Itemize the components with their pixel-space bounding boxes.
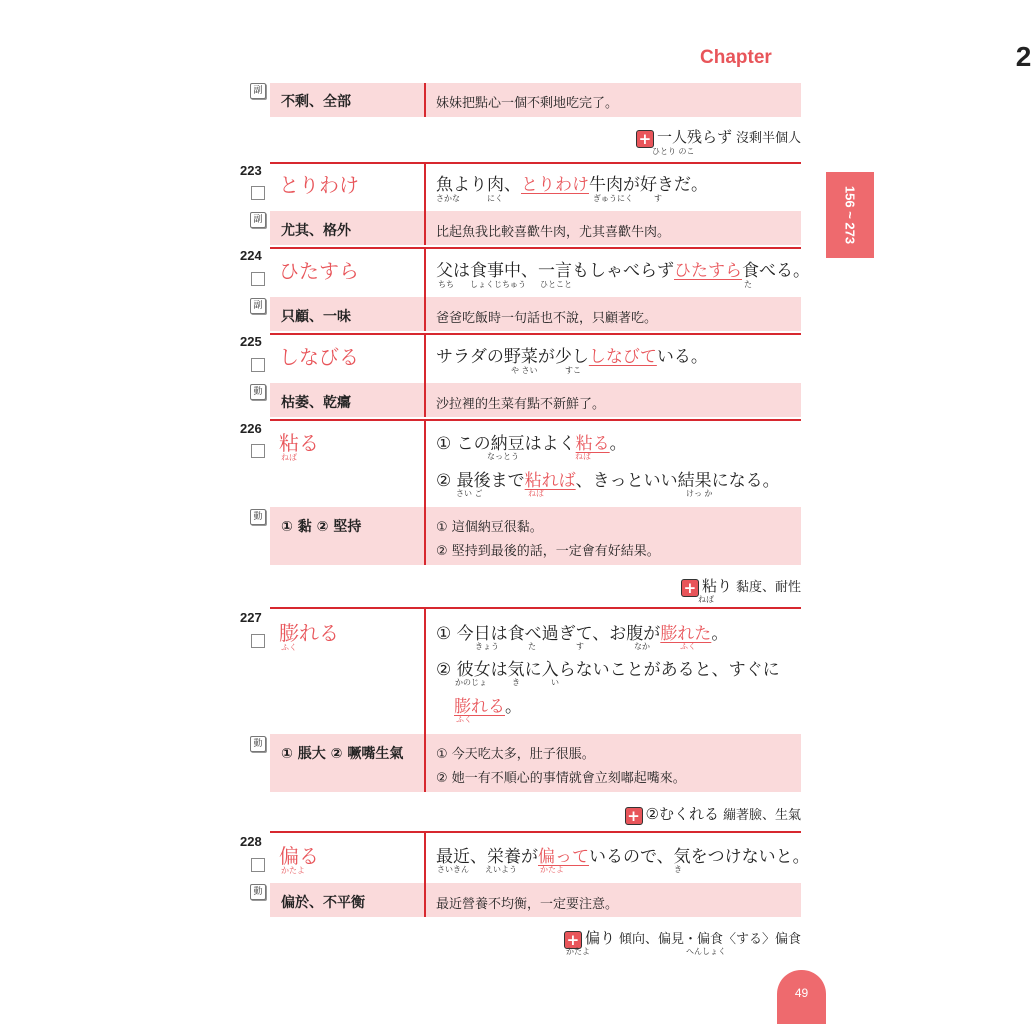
furigana: た [744, 280, 752, 289]
furigana: かたよ [540, 865, 564, 874]
furigana: なか [634, 642, 650, 651]
plus-icon: + [625, 807, 643, 825]
furigana: へんしょく [686, 947, 726, 956]
divider [424, 247, 426, 297]
headword-furigana: ねば [281, 453, 297, 462]
checkbox[interactable] [251, 272, 265, 286]
furigana: えいよう [485, 865, 517, 874]
plus-icon: + [636, 130, 654, 148]
example-sentence: 父は食事中、一言もしゃべらずひたすら食べる。 [436, 261, 810, 281]
entry-meaning: 偏於、不平衡 [281, 895, 365, 911]
pos-verb-icon: 動 [250, 509, 266, 525]
example-sentence: サラダの野菜が少ししなびている。 [436, 347, 708, 367]
furigana: ちち [438, 280, 454, 289]
headword-furigana: かたよ [281, 866, 305, 875]
divider [424, 297, 426, 331]
headword: ひたすら [279, 259, 359, 283]
example-sentence: 最近、栄養が偏っているので、気をつけないと。 [436, 847, 810, 867]
pos-verb-icon: 動 [250, 736, 266, 752]
pos-verb-icon: 動 [250, 884, 266, 900]
example-sentence-1: ① この納豆はよく粘る。 [436, 434, 627, 454]
pos-adverb-icon: 副 [250, 212, 266, 228]
furigana: ひとこと [540, 280, 572, 289]
divider [424, 162, 426, 211]
furigana: き [512, 678, 520, 687]
example-translation: 爸爸吃飯時一句話也不說，只顧著吃。 [436, 311, 658, 326]
checkbox[interactable] [251, 358, 265, 372]
example-translation-2: ② 堅持到最後的話，一定會有好結果。 [436, 544, 660, 559]
entry-meaning: ① 脹大 ② 噘嘴生氣 [281, 746, 404, 762]
example-sentence-2-cont: 膨れる。 [454, 697, 522, 717]
furigana: た [528, 642, 536, 651]
entry-number: 224 [240, 248, 262, 263]
range-tab: 156 ~ 273 [826, 172, 874, 258]
entry-number: 226 [240, 421, 262, 436]
furigana: けっ か [686, 489, 713, 498]
divider [424, 83, 426, 117]
furigana: かたよ [566, 947, 590, 956]
checkbox[interactable] [251, 858, 265, 872]
example-translation: 最近營養不均衡，一定要注意。 [436, 897, 619, 912]
furigana: さい ご [456, 489, 483, 498]
related-word: + ②むくれる 繃著臉、生氣 [625, 803, 801, 825]
furigana: にく [487, 194, 503, 203]
chapter-title: Chapter 2 [700, 41, 1031, 72]
entry-meaning: 只顧、一味 [281, 309, 351, 325]
divider [424, 507, 426, 565]
furigana: かのじょ [455, 678, 487, 687]
divider [424, 883, 426, 917]
pos-verb-icon: 動 [250, 384, 266, 400]
furigana: ねば [698, 595, 714, 604]
furigana: ふく [456, 715, 472, 724]
divider [424, 333, 426, 383]
furigana: や さい [511, 366, 538, 375]
furigana: ねば [528, 489, 544, 498]
example-translation: 沙拉裡的生菜有點不新鮮了。 [436, 397, 606, 412]
divider [424, 607, 426, 734]
entry-separator [270, 333, 801, 335]
example-translation-2: ② 她一有不順心的事情就會立刻嘟起嘴來。 [436, 771, 686, 786]
example-translation-1: ① 今天吃太多，肚子很脹。 [436, 747, 595, 762]
entry-separator [270, 831, 801, 833]
example-translation: 妹妹把點心一個不剩地吃完了。 [436, 96, 619, 111]
headword: 偏る [279, 844, 319, 868]
furigana: さいきん [437, 865, 469, 874]
furigana: ふく [680, 642, 696, 651]
related-word: + 粘り 黏度、耐性 [681, 575, 801, 597]
checkbox[interactable] [251, 634, 265, 648]
furigana: ねば [575, 452, 591, 461]
divider [424, 211, 426, 245]
entry-meaning: 不剩、全部 [281, 94, 351, 110]
headword: とりわけ [279, 173, 359, 197]
plus-icon: + [564, 931, 582, 949]
furigana: きょう [475, 642, 499, 651]
checkbox[interactable] [251, 186, 265, 200]
example-sentence-1: ① 今日は食べ過ぎて、お腹が膨れた。 [436, 624, 729, 644]
furigana: き [674, 865, 682, 874]
furigana: すこ [565, 366, 581, 375]
pos-adverb-icon: 副 [250, 298, 266, 314]
furigana: しょくじちゅう [470, 280, 526, 289]
furigana: なっとう [487, 452, 519, 461]
plus-icon: + [681, 579, 699, 597]
entry-number: 225 [240, 334, 262, 349]
pos-adverb-icon: 副 [250, 83, 266, 99]
divider [424, 831, 426, 883]
headword: 粘る [279, 431, 319, 455]
headword: しなびる [279, 345, 359, 369]
related-word: + 偏り 傾向、偏見・偏食〈する〉偏食 [564, 927, 801, 949]
entry-number: 227 [240, 610, 262, 625]
headword-furigana: ふく [281, 643, 297, 652]
entry-number: 223 [240, 163, 262, 178]
page-number: 49 [777, 970, 826, 1024]
entry-number: 228 [240, 834, 262, 849]
entry-separator [270, 419, 801, 421]
entry-separator [270, 607, 801, 609]
checkbox[interactable] [251, 444, 265, 458]
furigana: す [654, 194, 662, 203]
example-translation: 比起魚我比較喜歡牛肉，尤其喜歡牛肉。 [436, 225, 671, 240]
divider [424, 734, 426, 792]
example-sentence-2: ② 彼女は気に入らないことがあると、すぐに [436, 660, 780, 680]
example-sentence-2: ② 最後まで粘れば、きっといい結果になる。 [436, 471, 780, 491]
divider [424, 419, 426, 507]
furigana: い [551, 678, 559, 687]
example-sentence: 魚より肉、とりわけ牛肉が好きだ。 [436, 175, 708, 195]
furigana: さかな [436, 194, 460, 203]
furigana: す [576, 642, 584, 651]
entry-separator [270, 247, 801, 249]
related-word: + 一人残らず 沒剩半個人 [636, 126, 801, 148]
headword: 膨れる [279, 621, 339, 645]
entry-meaning: 枯萎、乾癟 [281, 395, 351, 411]
example-translation-1: ① 這個納豆很黏。 [436, 520, 543, 535]
divider [424, 383, 426, 417]
entry-meaning: 尤其、格外 [281, 223, 351, 239]
entry-meaning: ① 黏 ② 堅持 [281, 519, 362, 535]
furigana: ぎゅうにく [593, 194, 633, 203]
entry-separator [270, 162, 801, 164]
furigana: ひとり のこ [652, 147, 695, 156]
chapter-number: 2 [1015, 41, 1031, 72]
